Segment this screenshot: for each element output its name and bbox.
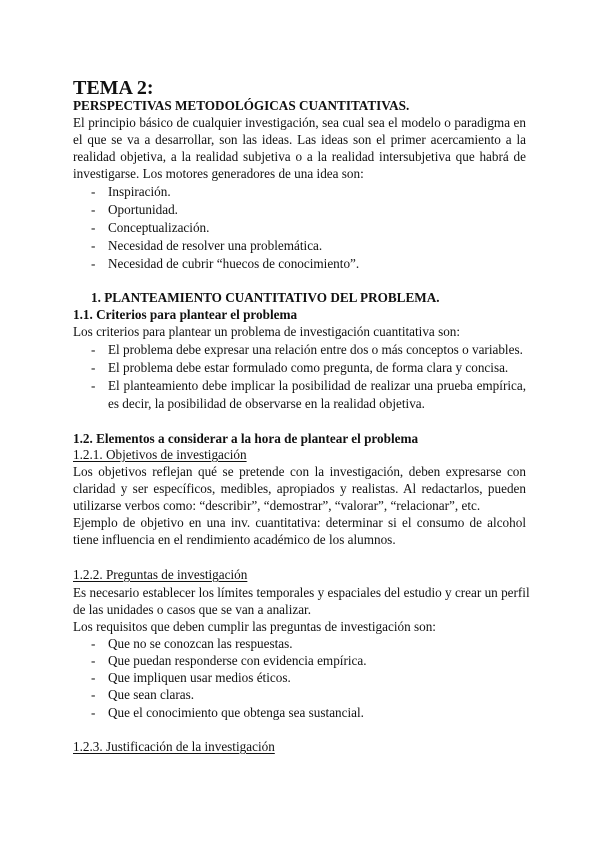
paragraph-line: claridad y ser específicos, medibles, apropiados y realistas. Al redactarlos, pueden xyxy=(73,481,526,496)
bullet-dash: - xyxy=(91,687,96,702)
page-subtitle: PERSPECTIVAS METODOLÓGICAS CUANTITATIVAS. xyxy=(73,98,410,113)
list-item-criterio: El planteamiento debe implicar la posibilidad de realizar una prueba empírica, xyxy=(108,378,526,393)
list-item-motor: Inspiración. xyxy=(108,184,171,199)
paragraph-line: Es necesario establecer los límites temporales y espaciales del estudio y crear un perfil xyxy=(73,585,530,600)
subsubsection-heading: 1.2.3. Justificación de la investigación xyxy=(73,739,275,754)
bullet-dash: - xyxy=(91,670,96,685)
bullet-dash: - xyxy=(91,653,96,668)
bullet-dash: - xyxy=(91,636,96,651)
bullet-dash: - xyxy=(91,378,96,393)
paragraph-line: utilizarse verbos como: “describir”, “demostrar”, “valorar”, “relacionar”, etc. xyxy=(73,498,481,513)
intro-line: el que se va a desarrollar, son las ideas. Las ideas son el primer acercamiento a la xyxy=(73,132,526,147)
page-title: TEMA 2: xyxy=(73,77,154,99)
bullet-dash: - xyxy=(91,220,96,235)
intro-line: realidad objetiva, a la realidad subjetiva o a la realidad intersubjetiva que habrá de xyxy=(73,149,526,164)
intro-line: El principio básico de cualquier investigación, sea cual sea el modelo o paradigma en xyxy=(73,115,526,130)
list-item-requisito: Que sean claras. xyxy=(108,687,195,702)
bullet-dash: - xyxy=(91,238,96,253)
bullet-dash: - xyxy=(91,256,96,271)
list-item-continuation: es decir, la posibilidad de observarse en la realidad objetiva. xyxy=(108,396,425,411)
list-item-requisito: Que el conocimiento que obtenga sea sustancial. xyxy=(108,705,364,720)
list-item-motor: Necesidad de cubrir “huecos de conocimiento”. xyxy=(108,256,360,271)
paragraph-line: Ejemplo de objetivo en una inv. cuantitativa: determinar si el consumo de alcohol xyxy=(73,515,526,530)
paragraph-line: Los requisitos que deben cumplir las preguntas de investigación son: xyxy=(73,619,436,634)
subsection-heading: 1.1. Criterios para plantear el problema xyxy=(73,307,298,322)
paragraph-line: tiene influencia en el rendimiento académico de los alumnos. xyxy=(73,532,396,547)
bullet-dash: - xyxy=(91,705,96,720)
bullet-dash: - xyxy=(91,342,96,357)
bullet-dash: - xyxy=(91,360,96,375)
paragraph-line: Los criterios para plantear un problema de investigación cuantitativa son: xyxy=(73,324,461,339)
bullet-dash: - xyxy=(91,184,96,199)
list-item-requisito: Que no se conozcan las respuestas. xyxy=(108,636,293,651)
subsubsection-heading: 1.2.1. Objetivos de investigación xyxy=(73,447,247,462)
section-heading: 1. PLANTEAMIENTO CUANTITATIVO DEL PROBLEMA. xyxy=(91,290,440,305)
list-item-requisito: Que impliquen usar medios éticos. xyxy=(108,670,291,685)
list-item-criterio: El problema debe expresar una relación entre dos o más conceptos o variables. xyxy=(108,342,523,357)
list-item-motor: Necesidad de resolver una problemática. xyxy=(108,238,323,253)
list-item-motor: Oportunidad. xyxy=(108,202,178,217)
subsubsection-heading: 1.2.2. Preguntas de investigación xyxy=(73,567,248,582)
subsection-heading: 1.2. Elementos a considerar a la hora de plantear el problema xyxy=(73,431,419,446)
paragraph-line: de las unidades o casos que se van a analizar. xyxy=(73,602,312,617)
list-item-motor: Conceptualización. xyxy=(108,220,210,235)
bullet-dash: - xyxy=(91,202,96,217)
intro-line: investigarse. Los motores generadores de una idea son: xyxy=(73,166,364,181)
list-item-criterio: El problema debe estar formulado como pregunta, de forma clara y concisa. xyxy=(108,360,509,375)
paragraph-line: Los objetivos reflejan qué se pretende con la investigación, deben expresarse con xyxy=(73,464,526,479)
list-item-requisito: Que puedan responderse con evidencia empírica. xyxy=(108,653,367,668)
